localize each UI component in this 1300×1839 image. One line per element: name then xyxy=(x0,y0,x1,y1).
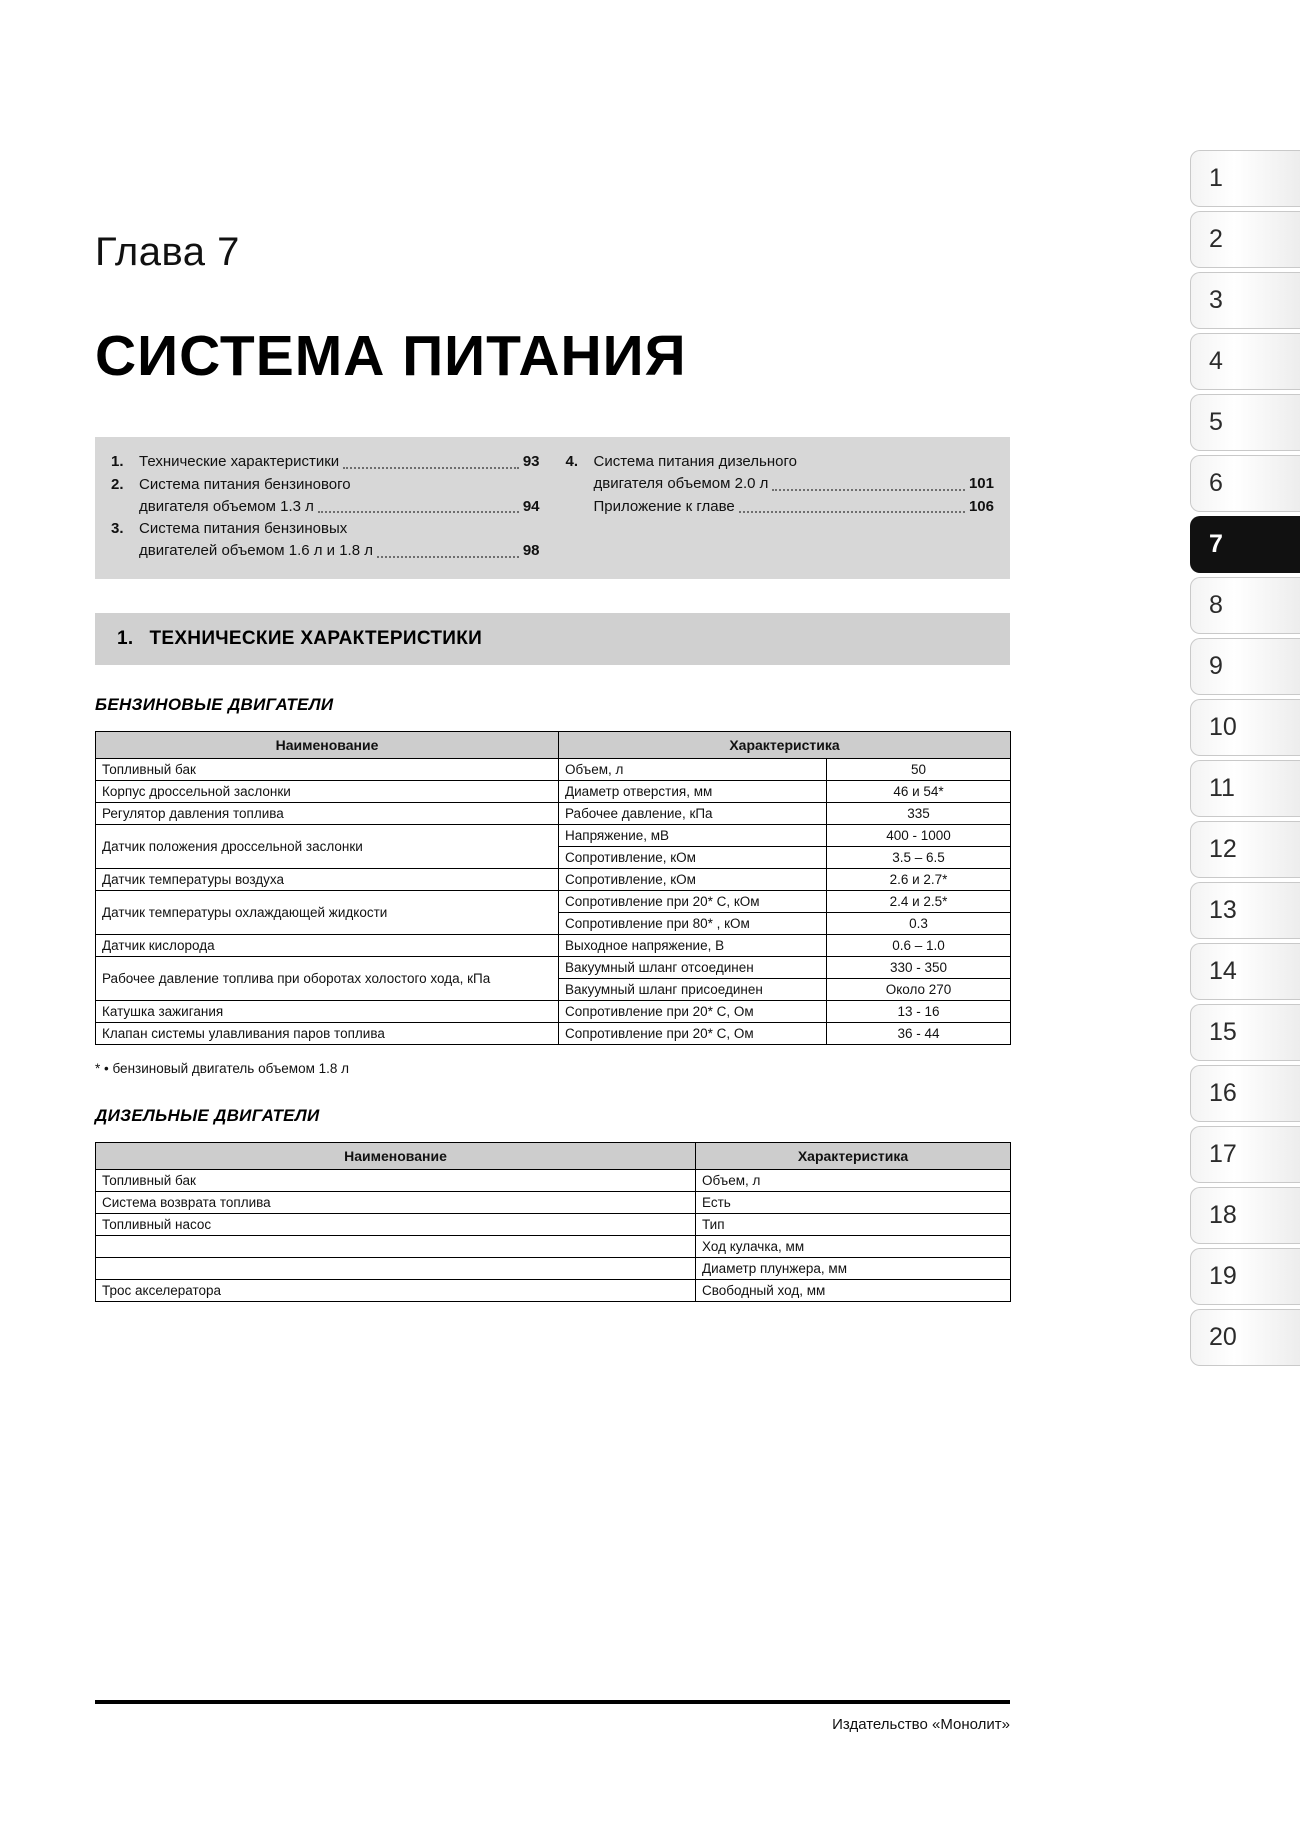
cell-value: 335 xyxy=(827,802,1011,824)
cell-value: 36 - 44 xyxy=(827,1022,1011,1044)
cell-name: Топливный бак xyxy=(96,1169,696,1191)
cell-param: Диаметр отверстия, мм xyxy=(559,780,827,802)
chapter-tab-index xyxy=(1190,150,1300,1366)
chapter-tab-16[interactable] xyxy=(1190,1065,1300,1122)
cell-value: 13 - 16 xyxy=(827,1000,1011,1022)
cell-name: Трос акселератора xyxy=(96,1279,696,1301)
contents-entry-title: Приложение к главе xyxy=(593,497,735,515)
chapter-tab-20[interactable] xyxy=(1190,1309,1300,1366)
chapter-tab-10[interactable] xyxy=(1190,699,1300,756)
column-header-characteristic: Характеристика xyxy=(559,731,1011,758)
section-header xyxy=(95,613,1010,665)
chapter-tab-label: 6 xyxy=(1209,469,1223,497)
cell-param: Сопротивление при 20* С, кОм xyxy=(559,890,827,912)
cell-name: Регулятор давления топлива xyxy=(96,802,559,824)
petrol-engines-table xyxy=(95,731,1011,1045)
chapter-tab-2[interactable] xyxy=(1190,211,1300,268)
chapter-tab-1[interactable] xyxy=(1190,150,1300,207)
chapter-tab-12[interactable] xyxy=(1190,821,1300,878)
chapter-tab-5[interactable] xyxy=(1190,394,1300,451)
chapter-tab-6[interactable] xyxy=(1190,455,1300,512)
cell-value: 330 - 350 xyxy=(827,956,1011,978)
contents-entry-page: 98 xyxy=(522,542,540,559)
contents-entry-title: Система питания дизельного xyxy=(593,453,797,470)
table-row xyxy=(96,1279,1011,1301)
chapter-label: Глава 7 xyxy=(95,230,240,274)
cell-param: Сопротивление при 80* , кОм xyxy=(559,912,827,934)
cell-value: 3.5 – 6.5 xyxy=(827,846,1011,868)
cell-param: Свободный ход, мм xyxy=(696,1279,1011,1301)
chapter-tab-8[interactable] xyxy=(1190,577,1300,634)
table-row xyxy=(96,802,1011,824)
chapter-tab-label: 16 xyxy=(1209,1079,1237,1107)
petrol-engines-heading: БЕНЗИНОВЫЕ ДВИГАТЕЛИ xyxy=(95,694,334,714)
contents-leader-dots xyxy=(343,467,519,469)
cell-name: Катушка зажигания xyxy=(96,1000,559,1022)
cell-value: 2.4 и 2.5* xyxy=(827,890,1011,912)
cell-name: Клапан системы улавливания паров топлива xyxy=(96,1022,559,1044)
chapter-tab-label: 5 xyxy=(1209,408,1223,436)
chapter-tab-label: 20 xyxy=(1209,1323,1237,1351)
chapter-tab-17[interactable] xyxy=(1190,1126,1300,1183)
contents-entry-page: 94 xyxy=(522,497,540,515)
cell-name: Датчик кислорода xyxy=(96,934,559,956)
cell-param: Сопротивление, кОм xyxy=(559,868,827,890)
cell-name: Топливный насос xyxy=(96,1213,696,1235)
contents-entry-title-cont: двигателя объемом 1.3 л xyxy=(139,497,314,515)
contents-column-right xyxy=(566,451,995,563)
contents-column-left xyxy=(111,451,540,563)
table-row xyxy=(96,824,1011,846)
chapter-contents xyxy=(95,437,1010,579)
contents-entry-number: 3. xyxy=(111,520,124,538)
table-row xyxy=(96,890,1011,912)
page-content xyxy=(95,0,1010,1302)
chapter-tab-9[interactable] xyxy=(1190,638,1300,695)
contents-entry-number: 4. xyxy=(565,453,579,470)
contents-entry-number xyxy=(566,496,594,518)
contents-entry[interactable] xyxy=(566,451,995,495)
chapter-tab-label: 7 xyxy=(1209,530,1223,558)
chapter-tab-label: 3 xyxy=(1209,286,1223,314)
cell-name: Система возврата топлива xyxy=(96,1191,696,1213)
publisher-footer: Издательство «Монолит» xyxy=(832,1716,1010,1733)
column-header-characteristic: Характеристика xyxy=(696,1142,1011,1169)
contents-leader-dots xyxy=(377,556,519,558)
table-row xyxy=(96,758,1011,780)
contents-entry-page: 93 xyxy=(522,453,540,470)
cell-param: Выходное напряжение, В xyxy=(559,934,827,956)
cell-value: Около 270 xyxy=(827,978,1011,1000)
diesel-engines-heading: ДИЗЕЛЬНЫЕ ДВИГАТЕЛИ xyxy=(95,1105,320,1125)
cell-value: 46 и 54* xyxy=(827,780,1011,802)
table-row xyxy=(96,1169,1011,1191)
cell-value: 400 - 1000 xyxy=(827,824,1011,846)
chapter-tab-label: 19 xyxy=(1209,1262,1237,1290)
chapter-tab-19[interactable] xyxy=(1190,1248,1300,1305)
chapter-tab-label: 4 xyxy=(1209,347,1223,375)
chapter-tab-7-active[interactable] xyxy=(1190,516,1300,573)
chapter-tab-label: 18 xyxy=(1209,1201,1237,1229)
cell-name: Топливный бак xyxy=(96,758,559,780)
contents-leader-dots xyxy=(772,489,965,491)
chapter-tab-14[interactable] xyxy=(1190,943,1300,1000)
chapter-tab-label: 8 xyxy=(1209,591,1223,619)
cell-param: Тип xyxy=(696,1213,1011,1235)
cell-param: Есть xyxy=(696,1191,1011,1213)
cell-value: 50 xyxy=(827,758,1011,780)
table-row xyxy=(96,780,1011,802)
table-row xyxy=(96,956,1011,978)
chapter-tab-label: 14 xyxy=(1209,957,1237,985)
table-row xyxy=(96,1257,1011,1279)
section-number: 1. xyxy=(117,627,134,649)
contents-entry[interactable] xyxy=(111,474,540,518)
contents-leader-dots xyxy=(739,511,965,513)
chapter-tab-label: 1 xyxy=(1209,164,1223,192)
contents-entry-number: 1. xyxy=(111,453,124,470)
chapter-tab-label: 10 xyxy=(1209,713,1237,741)
table-row xyxy=(96,934,1011,956)
table-row xyxy=(96,1235,1011,1257)
contents-entry-title: Система питания бензиновых xyxy=(139,520,348,538)
contents-entry-title: Технические характеристики xyxy=(139,453,340,470)
cell-param: Ход кулачка, мм xyxy=(696,1235,1011,1257)
cell-value: 2.6 и 2.7* xyxy=(827,868,1011,890)
diesel-engines-table xyxy=(95,1142,1011,1302)
column-header-name: Наименование xyxy=(96,731,559,758)
cell-name: Датчик температуры воздуха xyxy=(96,868,559,890)
contents-entry[interactable] xyxy=(111,451,540,473)
cell-name xyxy=(96,1257,696,1279)
cell-param: Вакуумный шланг присоединен xyxy=(559,978,827,1000)
table-row xyxy=(96,1022,1011,1044)
chapter-tab-label: 15 xyxy=(1209,1018,1237,1046)
contents-entry-title-cont: двигателей объемом 1.6 л и 1.8 л xyxy=(139,542,373,559)
cell-param: Напряжение, мВ xyxy=(559,824,827,846)
cell-param: Вакуумный шланг отсоединен xyxy=(559,956,827,978)
chapter-tab-3[interactable] xyxy=(1190,272,1300,329)
cell-name xyxy=(96,1235,696,1257)
contents-entry-title-cont: двигателя объемом 2.0 л xyxy=(593,474,769,492)
petrol-table-footnote: * • бензиновый двигатель объемом 1.8 л xyxy=(95,1060,350,1076)
cell-param: Рабочее давление, кПа xyxy=(559,802,827,824)
chapter-tab-4[interactable] xyxy=(1190,333,1300,390)
cell-value: 0.3 xyxy=(827,912,1011,934)
table-header-row xyxy=(96,731,1011,758)
cell-name: Рабочее давление топлива при оборотах холостого хода, кПа xyxy=(96,956,559,1000)
cell-param: Сопротивление, кОм xyxy=(559,846,827,868)
column-header-name: Наименование xyxy=(96,1142,696,1169)
chapter-tab-label: 2 xyxy=(1209,225,1223,253)
contents-entry-page: 106 xyxy=(968,497,994,515)
cell-name: Датчик температуры охлаждающей жидкости xyxy=(96,890,559,934)
contents-entry[interactable] xyxy=(111,518,540,562)
section-title: ТЕХНИЧЕСКИЕ ХАРАКТЕРИСТИКИ xyxy=(149,627,483,649)
cell-param: Сопротивление при 20* С, Ом xyxy=(559,1022,827,1044)
contents-leader-dots xyxy=(318,511,519,513)
table-row xyxy=(96,1213,1011,1235)
chapter-tab-label: 13 xyxy=(1209,896,1237,924)
table-row xyxy=(96,1000,1011,1022)
chapter-tab-label: 12 xyxy=(1209,835,1237,863)
cell-param: Объем, л xyxy=(559,758,827,780)
chapter-tab-label: 17 xyxy=(1209,1140,1237,1168)
chapter-tab-18[interactable] xyxy=(1190,1187,1300,1244)
contents-entry[interactable] xyxy=(566,496,995,518)
chapter-tab-label: 9 xyxy=(1209,652,1223,680)
chapter-tab-15[interactable] xyxy=(1190,1004,1300,1061)
footer-divider xyxy=(95,1700,1010,1704)
contents-entry-page: 101 xyxy=(968,474,994,492)
cell-param: Диаметр плунжера, мм xyxy=(696,1257,1011,1279)
contents-entry-number: 2. xyxy=(111,475,124,493)
cell-name: Датчик положения дроссельной заслонки xyxy=(96,824,559,868)
cell-value: 0.6 – 1.0 xyxy=(827,934,1011,956)
chapter-tab-label: 11 xyxy=(1209,774,1235,802)
table-header-row xyxy=(96,1142,1011,1169)
cell-name: Корпус дроссельной заслонки xyxy=(96,780,559,802)
cell-param: Объем, л xyxy=(696,1169,1011,1191)
table-row xyxy=(96,1191,1011,1213)
contents-entry-title: Система питания бензинового xyxy=(139,475,351,493)
page-title: СИСТЕМА ПИТАНИЯ xyxy=(95,324,687,388)
table-row xyxy=(96,868,1011,890)
chapter-tab-13[interactable] xyxy=(1190,882,1300,939)
chapter-tab-11[interactable] xyxy=(1190,760,1300,817)
cell-param: Сопротивление при 20* С, Ом xyxy=(559,1000,827,1022)
